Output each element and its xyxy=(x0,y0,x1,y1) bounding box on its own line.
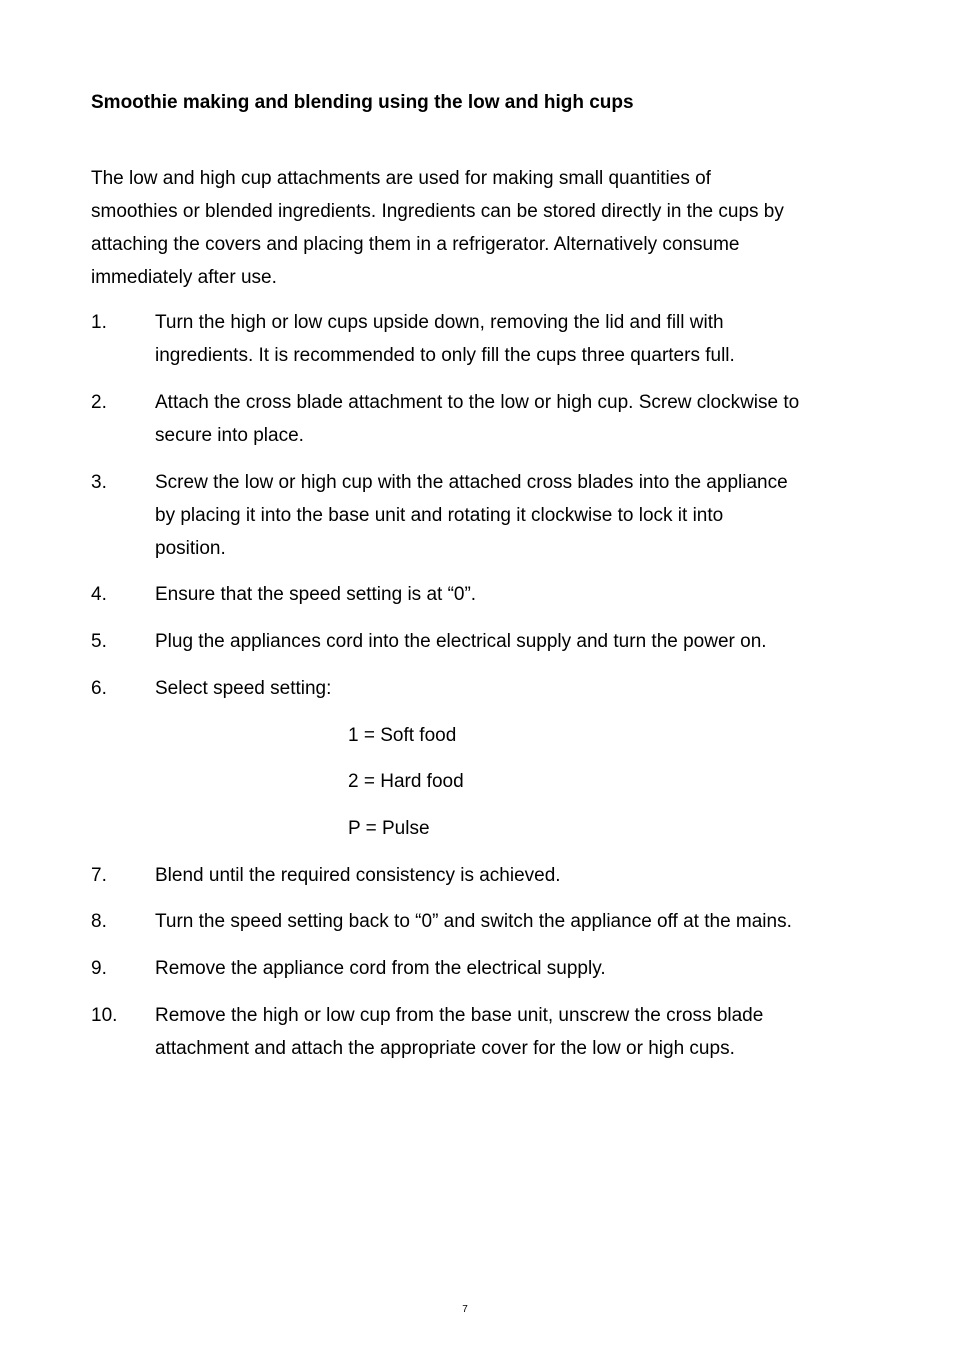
step-line: Remove the high or low cup from the base unit, unscrew the cross blade xyxy=(155,1005,764,1026)
speed-option-pulse: P = Pulse xyxy=(348,818,430,839)
step-number: 8. xyxy=(91,911,107,932)
step-number: 7. xyxy=(91,865,107,886)
step-number: 2. xyxy=(91,392,107,413)
speed-option-hard: 2 = Hard food xyxy=(348,771,464,792)
step-line: by placing it into the base unit and rotating it clockwise to lock it into xyxy=(155,505,724,526)
step-line: Select speed setting: xyxy=(155,678,332,699)
step-line: ingredients. It is recommended to only fill the cups three quarters full. xyxy=(155,345,735,366)
step-text xyxy=(155,999,875,1065)
step-line: position. xyxy=(155,538,226,559)
step-line: Attach the cross blade attachment to the low or high cup. Screw clockwise to xyxy=(155,392,800,413)
intro-paragraph xyxy=(91,162,881,294)
step-line: Plug the appliances cord into the electrical supply and turn the power on. xyxy=(155,631,767,652)
step-text xyxy=(155,952,875,985)
step-line: Turn the high or low cups upside down, removing the lid and fill with xyxy=(155,312,724,333)
section-heading: Smoothie making and blending using the low and high cups xyxy=(91,92,634,113)
step-line: Turn the speed setting back to “0” and switch the appliance off at the mains. xyxy=(155,911,792,932)
step-line: Screw the low or high cup with the attached cross blades into the appliance xyxy=(155,472,788,493)
step-line: Remove the appliance cord from the electrical supply. xyxy=(155,958,606,979)
step-number: 9. xyxy=(91,958,107,979)
step-text xyxy=(155,306,875,372)
step-number: 4. xyxy=(91,584,107,605)
step-number: 6. xyxy=(91,678,107,699)
step-line: Ensure that the speed setting is at “0”. xyxy=(155,584,477,605)
step-text xyxy=(155,905,875,938)
step-number: 1. xyxy=(91,312,107,333)
intro-line: The low and high cup attachments are used for making small quantities of xyxy=(91,168,711,189)
step-text xyxy=(155,386,875,452)
step-text xyxy=(155,672,875,705)
step-text xyxy=(155,466,875,565)
step-number: 3. xyxy=(91,472,107,493)
speed-option-soft: 1 = Soft food xyxy=(348,725,457,746)
intro-line: smoothies or blended ingredients. Ingredients can be stored directly in the cups by xyxy=(91,201,784,222)
step-number: 10. xyxy=(91,1005,118,1026)
step-line: Blend until the required consistency is achieved. xyxy=(155,865,561,886)
step-line: attachment and attach the appropriate cover for the low or high cups. xyxy=(155,1038,735,1059)
intro-line: immediately after use. xyxy=(91,267,277,288)
step-text xyxy=(155,578,875,611)
step-text xyxy=(155,625,875,658)
step-number: 5. xyxy=(91,631,107,652)
step-text xyxy=(155,859,875,892)
intro-line: attaching the covers and placing them in a refrigerator. Alternatively consume xyxy=(91,234,740,255)
page-number: 7 xyxy=(462,1304,468,1315)
step-line: secure into place. xyxy=(155,425,304,446)
